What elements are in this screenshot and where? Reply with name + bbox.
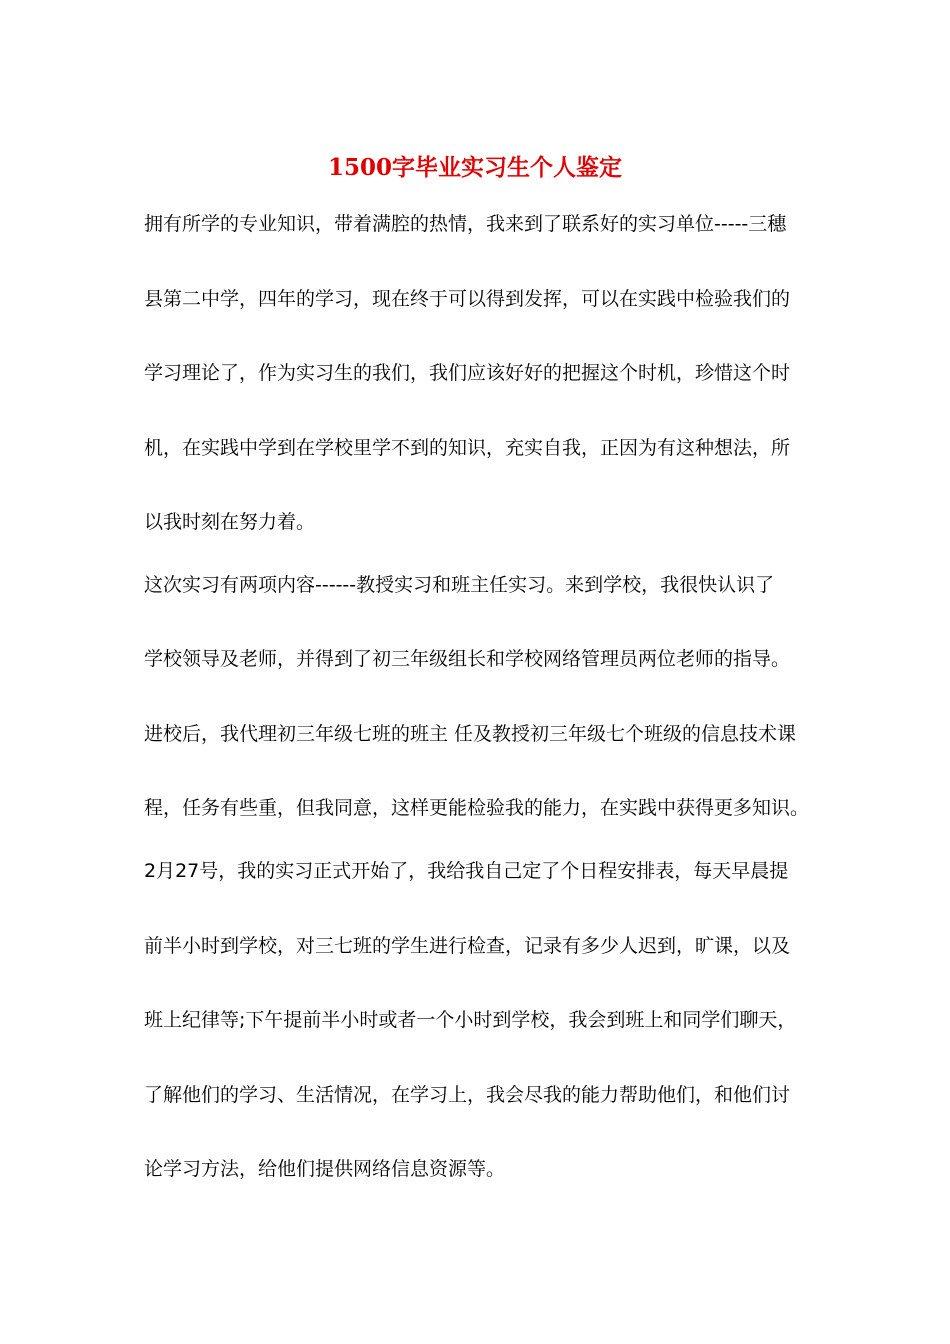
- paragraph-1-line-2: 县第二中学，四年的学习，现在终于可以得到发挥，可以在实践中检验我们的: [144, 288, 791, 310]
- paragraph-2-line-4: 程，任务有些重，但我同意，这样更能检验我的能力，在实践中获得更多知识。: [144, 797, 810, 819]
- document-title: 1500字毕业实习生个人鉴定: [327, 154, 622, 181]
- paragraph-3-line-1: 2月27号，我的实习正式开始了，我给我自己定了个日程安排表，每天早晨提: [144, 860, 789, 882]
- paragraph-2-line-1: 这次实习有两项内容------教授实习和班主任实习。来到学校，我很快认识了: [144, 574, 775, 596]
- paragraph-3-line-3: 班上纪律等;下午提前半小时或者一个小时到学校，我会到班上和同学们聊天，: [144, 1009, 797, 1031]
- paragraph-3-line-2: 前半小时到学校，对三七班的学生进行检查，记录有多少人迟到，旷课，以及: [144, 935, 791, 957]
- paragraph-1-line-1: 拥有所学的专业知识，带着满腔的热情，我来到了联系好的实习单位-----三穗: [144, 213, 787, 235]
- paragraph-1-line-3: 学习理论了，作为实习生的我们，我们应该好好的把握这个时机，珍惜这个时: [144, 362, 791, 384]
- paragraph-2-line-2: 学校领导及老师，并得到了初三年级组长和学校网络管理员两位老师的指导。: [144, 648, 791, 670]
- paragraph-1-line-5: 以我时刻在努力着。: [144, 511, 316, 533]
- paragraph-3-line-4: 了解他们的学习、生活情况，在学习上，我会尽我的能力帮助他们，和他们讨: [144, 1084, 791, 1106]
- paragraph-3-line-5: 论学习方法，给他们提供网络信息资源等。: [144, 1158, 506, 1180]
- paragraph-2-line-3: 进校后，我代理初三年级七班的班主 任及教授初三年级七个班级的信息技术课: [144, 723, 797, 745]
- paragraph-1-line-4: 机，在实践中学到在学校里学不到的知识，充实自我，正因为有这种想法，所: [144, 437, 791, 459]
